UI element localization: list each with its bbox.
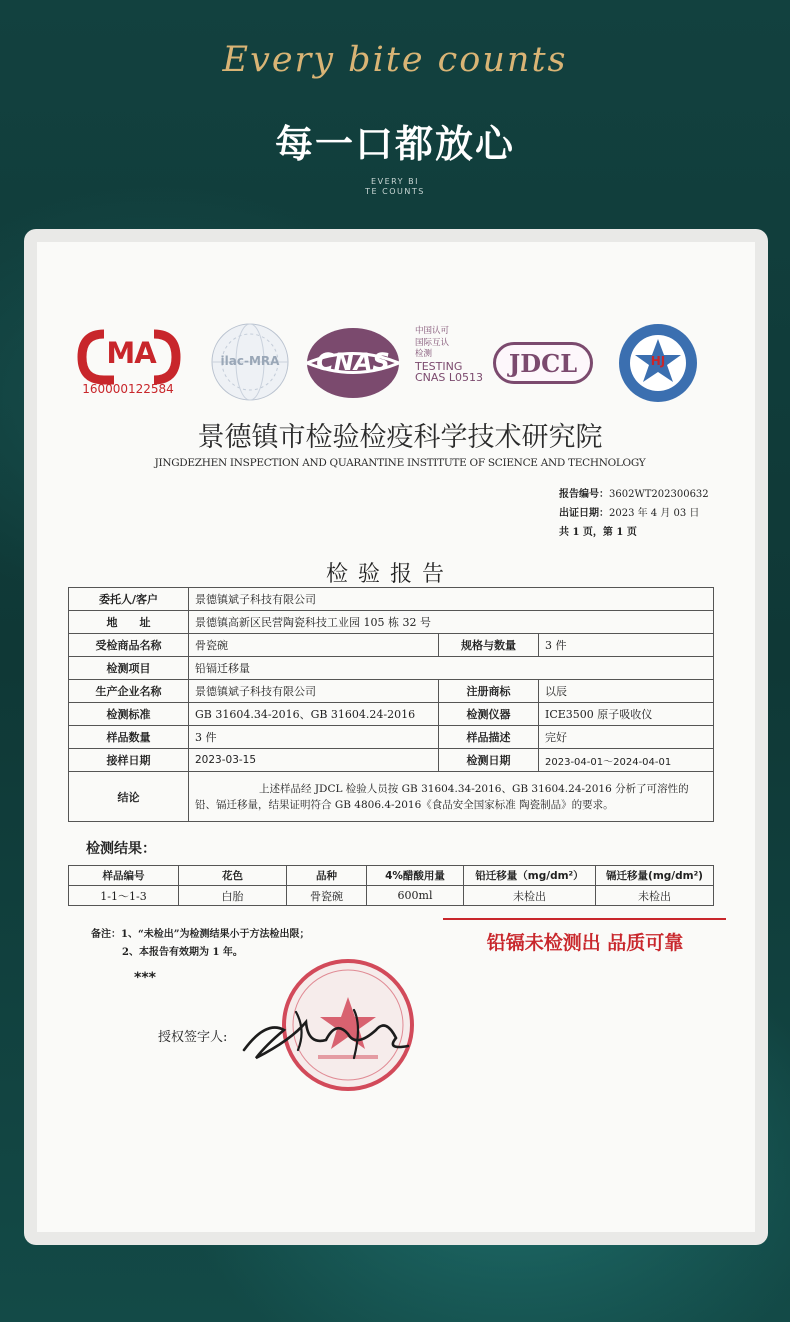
info-table [68, 587, 714, 822]
cnas-caption-testing: TESTING [415, 359, 463, 373]
test-item-value: 铅镉迁移量 [189, 657, 714, 680]
cnas-caption-cn-2: 国际互认 [415, 337, 450, 348]
test-date-label: 检测日期 [439, 749, 539, 772]
hj-seal-logo [617, 322, 699, 404]
trademark-label: 注册商标 [439, 680, 539, 703]
table-row [69, 588, 714, 611]
instrument-label: 检测仪器 [439, 703, 539, 726]
banner-script-title: Every bite counts [222, 40, 568, 80]
issue-date: 2023 年 4 月 03 日 [609, 508, 700, 519]
address-value: 景德镇高新区民营陶瓷科技工业园 105 栋 32 号 [189, 611, 714, 634]
conclusion-label: 结论 [69, 772, 189, 822]
results-cell: 白胎 [179, 886, 287, 906]
cnas-logo [305, 326, 401, 400]
sample-qty-value: 3 件 [189, 726, 439, 749]
issue-date-line [559, 504, 699, 519]
hj-seal-text: HJ [650, 354, 666, 368]
results-cell: 骨瓷碗 [287, 886, 367, 906]
highlight-divider [443, 918, 726, 920]
results-cell: 1-1～1-3 [69, 886, 179, 906]
standard-label: 检测标准 [69, 703, 189, 726]
notes-line-1: 备注：1、“未检出”为检测结果小于方法检出限； [91, 929, 310, 940]
table-row [69, 611, 714, 634]
results-header-cell: 样品编号 [69, 866, 179, 886]
ilac-mra-logo [208, 320, 292, 404]
signature-graphic [236, 1000, 416, 1070]
report-number-line [559, 485, 709, 500]
test-item-label: 检测项目 [69, 657, 189, 680]
report-title: 检验报告 [325, 562, 454, 587]
test-date-value: 2023-04-01～2024-04-01 [539, 749, 714, 772]
results-cell: 未检出 [464, 886, 596, 906]
ilac-mra-text: ilac-MRA [220, 354, 280, 368]
report-number: 3602WT202300632 [609, 489, 709, 500]
client-value: 景德镇斌子科技有限公司 [189, 588, 714, 611]
redacted-stars: *** [134, 970, 156, 986]
cnas-caption-cn-3: 检测 [415, 349, 433, 359]
received-date-value: 2023-03-15 [189, 749, 439, 772]
results-cell: 未检出 [596, 886, 714, 906]
results-header-cell: 4%醋酸用量 [367, 866, 464, 886]
results-header-row [69, 866, 714, 886]
table-row [69, 634, 714, 657]
banner-headline: 每一口都放心 [274, 122, 515, 166]
product-label: 受检商品名称 [69, 634, 189, 657]
maker-label: 生产企业名称 [69, 680, 189, 703]
standard-value: GB 31604.34-2016、GB 31604.24-2016 [189, 703, 439, 726]
client-label: 委托人/客户 [69, 588, 189, 611]
cnas-caption [415, 326, 505, 384]
address-label: 地 址 [69, 611, 189, 634]
maker-value: 景德镇斌子科技有限公司 [189, 680, 439, 703]
spec-label: 规格与数量 [439, 634, 539, 657]
conclusion-value: 上述样品经 JDCL 检验人员按 GB 31604.34-2016、GB 31604.24-2016 分析了可溶性的铅、镉迁移量，结果证明符合 GB 4806.4-2016《食品安全国家标准 陶瓷制品》的要求。 [189, 772, 714, 822]
institute-name-cn: 景德镇市检验检疫科学技术研究院 [197, 422, 603, 453]
sample-qty-label: 样品数量 [69, 726, 189, 749]
handwritten-signature [236, 1000, 416, 1070]
cma-number: 160000122584 [82, 382, 174, 396]
results-header-cell: 镉迁移量(mg/dm²) [596, 866, 714, 886]
table-row [69, 772, 714, 822]
sample-desc-value: 完好 [539, 726, 714, 749]
received-date-label: 接样日期 [69, 749, 189, 772]
cma-logo [74, 326, 182, 400]
page-count: 共 1 页，第 1 页 [559, 527, 637, 538]
cnas-caption-code: CNAS L0513 [415, 371, 484, 384]
instrument-value: ICE3500 原子吸收仪 [539, 703, 714, 726]
issue-date-label: 出证日期： [559, 508, 609, 519]
table-row [69, 657, 714, 680]
sample-desc-label: 样品描述 [439, 726, 539, 749]
small-caption-line-1: EVERY BI [371, 177, 419, 186]
cnas-caption-cn-1: 中国认可 [415, 326, 450, 336]
banner-small-caption [345, 177, 445, 197]
table-row [69, 726, 714, 749]
signer-label: 授权签字人: [158, 1030, 228, 1045]
cnas-logo-text: CNAS [316, 348, 390, 376]
institute-name-en: JINGDEZHEN INSPECTION AND QUARANTINE INSTITUTE OF SCIENCE AND TECHNOLOGY [154, 457, 646, 469]
notes-line-2: 2、本报告有效期为 1 年。 [122, 947, 243, 958]
table-row [69, 703, 714, 726]
results-header-cell: 花色 [179, 866, 287, 886]
jdcl-logo-text: JDCL [508, 349, 578, 378]
highlight-slogan: 铅镉未检测出 品质可靠 [486, 932, 684, 954]
results-cell: 600ml [367, 886, 464, 906]
results-header-cell: 铅迁移量（mg/dm²） [464, 866, 596, 886]
small-caption-line-2: TE COUNTS [365, 187, 425, 196]
table-row [69, 749, 714, 772]
results-title: 检测结果： [86, 841, 156, 857]
results-table [68, 865, 714, 906]
table-row [69, 680, 714, 703]
report-number-label: 报告编号： [559, 489, 609, 500]
cma-logo-text: MA [106, 336, 156, 370]
spec-value: 3 件 [539, 634, 714, 657]
results-header-cell: 品种 [287, 866, 367, 886]
table-row [69, 886, 714, 906]
product-value: 骨瓷碗 [189, 634, 439, 657]
trademark-value: 以辰 [539, 680, 714, 703]
jdcl-logo [493, 342, 593, 384]
